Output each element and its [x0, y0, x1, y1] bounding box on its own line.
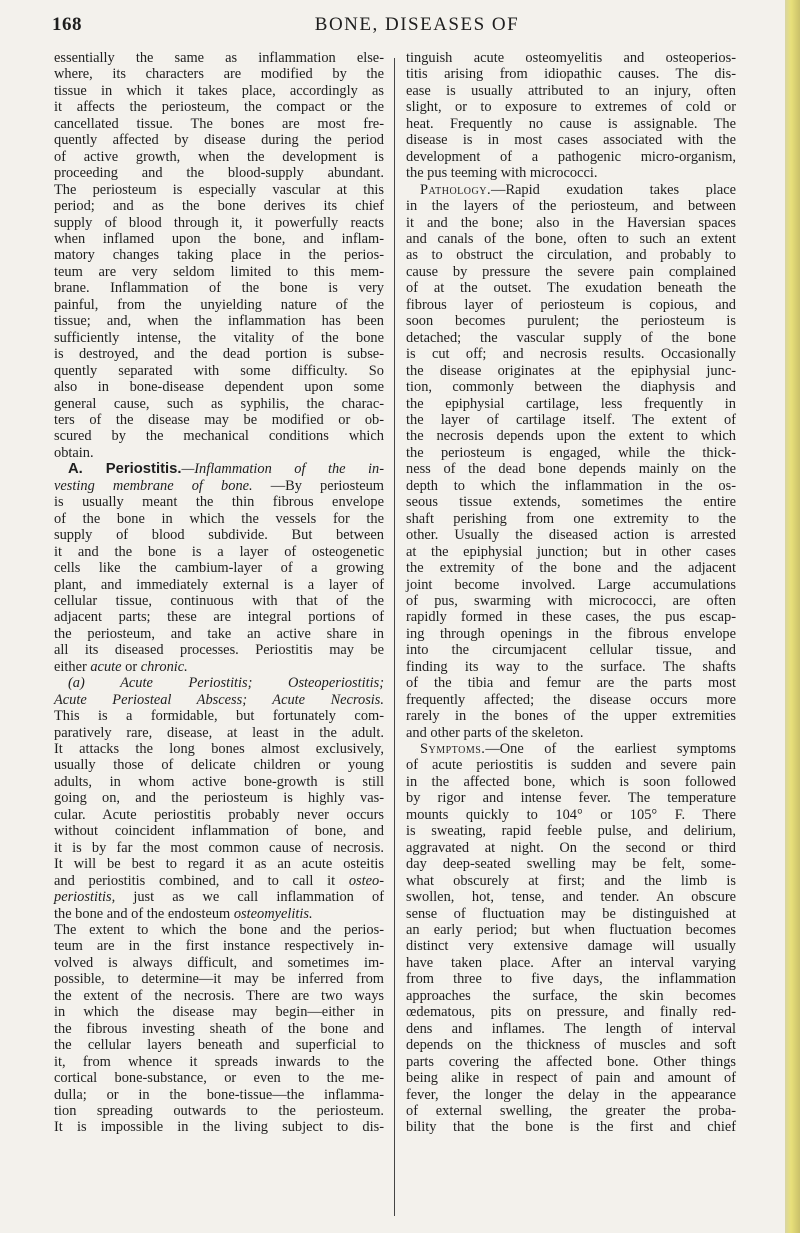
extent-line: possible, to determine—it may be inferred from	[54, 971, 384, 988]
page-number: 168	[52, 14, 82, 35]
extent-line: in which the disease may begin—either in	[54, 1004, 384, 1021]
symptoms-paragraph	[406, 741, 736, 1136]
periostitis-line: of the bone in which the vessels for the	[54, 510, 384, 527]
pathology-paragraph	[406, 182, 736, 741]
text-either: either	[54, 658, 91, 675]
right-column	[406, 50, 736, 1136]
acute-line: without coincident inflammation of bone, and	[54, 823, 384, 840]
pathology-line: the periosteum is engaged, while the thick-	[406, 444, 736, 461]
pathology-line: shaft perishing from one extremity to the	[406, 510, 736, 527]
pathology-line: it and the bone; also in the Haversian spaces	[406, 214, 736, 231]
periostitis-line: all its diseased processes. Periostitis may be	[54, 642, 384, 659]
intro-paragraph	[54, 50, 384, 461]
intro-line: when inflamed upon the bone, and inflam-	[54, 230, 384, 247]
pathology-line: rarely in the bones of the upper extremities	[406, 708, 736, 725]
intro-line: The periosteum is especially vascular at this	[54, 181, 384, 198]
page-header	[52, 14, 782, 40]
pathology-line: the layer of cartilage itself. The extent of	[406, 411, 736, 428]
intro-line: period; and as the bone derives its chief	[54, 198, 384, 215]
acute-line: and periostitis combined, and to call it osteo-	[54, 872, 384, 889]
symptoms-line: swollen, hot, tense, and tender. An obscure	[406, 889, 736, 906]
pathology-line: finding its way to the surface. The shafts	[406, 658, 736, 675]
acute-line: it is by far the most common cause of necrosis.	[54, 839, 384, 856]
periostitis-line: cellular tissue, continuous with that of the	[54, 592, 384, 609]
extent-line: the extent of the necrosis. There are two ways	[54, 987, 384, 1004]
column-divider	[394, 58, 395, 1216]
periostitis-paragraph	[54, 461, 384, 675]
symptoms-line: of acute periostitis is sudden and severe pain	[406, 757, 736, 774]
extent-line: the cellular layers beneath and superficial to	[54, 1037, 384, 1054]
continuation-line: tinguish acute osteomyelitis and osteoperios-	[406, 50, 736, 66]
periostitis-subtitle-cont: vesting membrane of bone.	[54, 477, 253, 494]
pathology-line: into the circumjacent cellular tissue, and	[406, 642, 736, 659]
continuation-line: development of a pathogenic micro-organism,	[406, 148, 736, 165]
symptoms-line: have taken place. After an interval varying	[406, 954, 736, 971]
pathology-line: rapidly formed in these cases, the pus escap-	[406, 609, 736, 626]
pathology-line: other. Usually the diseased action is arrested	[406, 527, 736, 544]
extent-line: tion spreading outwards to the periosteum.	[54, 1103, 384, 1119]
pathology-line: detached; the vascular supply of the bone	[406, 329, 736, 346]
symptoms-line: approaches the surface, the skin becomes	[406, 987, 736, 1004]
symptoms-line: mounts quickly to 104° or 105° F. There	[406, 806, 736, 823]
acute-line: It attacks the long bones almost exclusively,	[54, 741, 384, 758]
intro-line: essentially the same as inflammation else-	[54, 50, 384, 66]
intro-line: scured by the mechanical conditions which	[54, 428, 384, 445]
symptoms-line: fever, the longer the delay in the appearance	[406, 1086, 736, 1103]
periostitis-subtitle: —Inflammation of the in-	[181, 461, 384, 478]
text-osteo: osteo-	[348, 872, 384, 889]
pathology-line: the necrosis depends upon the extent to which	[406, 428, 736, 445]
pathology-line: ing through openings in the fibrous envelope	[406, 625, 736, 642]
pathology-line: of the tibia and femur are the parts most	[406, 675, 736, 692]
acute-heading-line1: (a) Acute Periostitis; Osteoperiostitis;	[68, 675, 384, 692]
continuation-line: disease is in most cases associated with the	[406, 132, 736, 149]
osteo-line-rest: just as we call inflammation of	[115, 889, 384, 906]
pathology-first-rest: —Rapid exudation takes place	[491, 181, 736, 198]
periostitis-line: adjacent parts; these are integral portions of	[54, 609, 384, 626]
acute-heading-line2: Acute Periosteal Abscess; Acute Necrosis.	[54, 691, 384, 708]
intro-line: supply of blood through it, it powerfully reacts	[54, 214, 384, 231]
text-acute: acute	[90, 658, 122, 675]
symptoms-label: Symptoms.	[420, 741, 486, 758]
pathology-line: ness of the dead bone depends mainly on the	[406, 461, 736, 478]
intro-line: sufficiently intense, the vitality of the bone	[54, 329, 384, 346]
pathology-line: is cut off; and necrosis results. Occasionally	[406, 346, 736, 363]
intro-line: cancellated tissue. The bones are most fre-	[54, 115, 384, 132]
intro-line: tissue in which it takes place, accordingly as	[54, 82, 384, 99]
acute-line: This is a formidable, but fortunately com-	[54, 708, 384, 725]
periostitis-heading: A. Periostitis.	[68, 461, 182, 478]
intro-line: tissue; and, when the inflammation has been	[54, 313, 384, 330]
extent-line: the fibrous investing sheath of the bone and	[54, 1020, 384, 1037]
pathology-line: the extremity of the bone and the adjacent	[406, 560, 736, 577]
pathology-line: seous tissue extends, sometimes the entire	[406, 494, 736, 511]
acute-line: It will be best to regard it as an acute osteitis	[54, 856, 384, 873]
continuation-line: titis arising from idiopathic causes. The dis-	[406, 66, 736, 83]
continuation-line: the pus teeming with micrococci.	[406, 165, 598, 182]
symptoms-line: by rigor and intense fever. The temperature	[406, 790, 736, 807]
intro-line: also in bone-disease dependent upon some	[54, 379, 384, 396]
intro-line: is destroyed, and the dead portion is subse-	[54, 346, 384, 363]
periostitis-line: supply of blood subdivide. But between	[54, 527, 384, 544]
symptoms-line: what obscurely at first; and the limb is	[406, 872, 736, 889]
pathology-line: the disease originates at the epiphysial junc-	[406, 362, 736, 379]
intro-line: matory changes taking place in the perios-	[54, 247, 384, 264]
symptoms-line: sense of fluctuation may be distinguished at	[406, 905, 736, 922]
symptoms-line: dens and inflames. The length of interval	[406, 1020, 736, 1037]
text-chronic: chronic.	[140, 658, 188, 675]
acute-line: going on, and the periosteum is highly vas-	[54, 790, 384, 807]
acute-line: usually those of delicate children or young	[54, 757, 384, 774]
intro-line: of active growth, when the development is	[54, 148, 384, 165]
running-title: BONE, DISEASES OF	[314, 14, 520, 35]
pathology-line: and canals of the bone, often to such an extent	[406, 230, 736, 247]
pathology-line: the epiphysial cartilage, less frequently in	[406, 395, 736, 412]
pathology-line: soon becomes purulent; the periosteum is	[406, 313, 736, 330]
symptoms-line: day deep-seated swelling may be felt, some-	[406, 856, 736, 873]
pathology-line: in the layers of the periosteum, and between	[406, 198, 736, 215]
pathology-line: fibrous layer of periosteum is copious, and	[406, 296, 736, 313]
acute-line: paratively rare, disease, at least in the adult.	[54, 724, 384, 741]
symptoms-line: distinct very extensive damage will usually	[406, 938, 736, 955]
pathology-line: and other parts of the skeleton.	[406, 724, 584, 741]
symptoms-line: bility that the bone is the first and chief	[406, 1119, 736, 1136]
extent-line: volved is always difficult, and sometimes im-	[54, 954, 384, 971]
symptoms-line: an early period; but when fluctuation becomes	[406, 922, 736, 939]
pathology-line: frequently affected; the disease occurs more	[406, 691, 736, 708]
extent-line: teum are in the first instance respectively in-	[54, 938, 384, 955]
extent-line: it, from whence it spreads inwards to the	[54, 1053, 384, 1070]
intro-line: painful, from the unyielding nature of the	[54, 296, 384, 313]
extent-line: cortical bone-substance, or even to the me-	[54, 1070, 384, 1087]
continuation-paragraph	[406, 50, 736, 182]
periostitis-line: it and the bone is a layer of osteogenetic	[54, 543, 384, 560]
intro-line: teum are very seldom limited to this mem-	[54, 263, 384, 280]
periostitis-line: cells like the cambium-layer of a growing	[54, 560, 384, 577]
symptoms-line: parts covering the affected bone. Other things	[406, 1053, 736, 1070]
text-osteo-periostitis: periostitis,	[54, 889, 116, 906]
continuation-line: ease is usually attributed to an injury, often	[406, 82, 736, 99]
intro-line: it affects the periosteum, the compact or the	[54, 99, 384, 116]
symptoms-line: depends on the thickness of muscles and soft	[406, 1037, 736, 1054]
acute-line: adults, in whom active bone-growth is still	[54, 773, 384, 790]
pathology-line: cause by pressure the severe pain complained	[406, 263, 736, 280]
extent-line: dulla; or in the bone-tissue—the inflamma-	[54, 1086, 384, 1103]
symptoms-line: œdematous, pits on pressure, and finally red-	[406, 1004, 736, 1021]
periostitis-line: the periosteum, and take an active share in	[54, 625, 384, 642]
intro-line: general cause, such as syphilis, the charac-	[54, 395, 384, 412]
periostitis-line2-rest: —By periosteum	[252, 477, 384, 494]
periostitis-line: is usually meant the thin fibrous envelope	[54, 494, 384, 511]
left-column	[54, 50, 384, 1136]
pathology-line: at the epiphysial junction; but in other cases	[406, 543, 736, 560]
page-edge	[785, 0, 800, 1233]
extent-line: The extent to which the bone and the perios-	[54, 922, 384, 939]
symptoms-line: being alike in respect of pain and amount of	[406, 1070, 736, 1087]
extent-line: It is impossible in the living subject to dis-	[54, 1119, 384, 1136]
periostitis-line: plant, and immediately external is a layer of	[54, 576, 384, 593]
intro-line: proceeding and the blood-supply abundant.	[54, 165, 384, 182]
continuation-line: heat. Frequently no cause is assignable. The	[406, 115, 736, 132]
text-osteomyelitis: osteomyelitis.	[233, 905, 313, 922]
symptoms-line: of external swelling, the greater the proba-	[406, 1103, 736, 1119]
pathology-line: tion, commonly between the diaphysis and	[406, 379, 736, 396]
text-or: or	[121, 658, 141, 675]
intro-line: quently separated with some difficulty. So	[54, 362, 384, 379]
osteo-line-3: the bone and of the endosteum	[54, 905, 231, 922]
pathology-line: of pus, swarming with micrococci, are often	[406, 592, 736, 609]
symptoms-line: in the affected bone, which is soon followed	[406, 773, 736, 790]
symptoms-first-rest: —One of the earliest symptoms	[485, 741, 736, 758]
symptoms-line: aggravated at night. On the second or third	[406, 839, 736, 856]
pathology-line: depth to which the inflammation in the os-	[406, 477, 736, 494]
pathology-line: as to obstruct the circulation, and probably to	[406, 247, 736, 264]
acute-line: cular. Acute periostitis probably never occurs	[54, 806, 384, 823]
symptoms-line: from three to five days, the inflammation	[406, 971, 736, 988]
intro-line: brane. Inflammation of the bone is very	[54, 280, 384, 297]
pathology-label: Pathology.	[420, 181, 492, 198]
acute-periostitis-paragraph	[54, 675, 384, 1136]
intro-line: where, its characters are modified by the	[54, 66, 384, 83]
symptoms-line: is sweating, rapid feeble pulse, and delirium,	[406, 823, 736, 840]
intro-line: obtain.	[54, 444, 94, 461]
pathology-line: joint become involved. Large accumulations	[406, 576, 736, 593]
pathology-line: of at the outset. The exudation beneath the	[406, 280, 736, 297]
continuation-line: slight, or to exposure to extremes of cold or	[406, 99, 736, 116]
intro-line: quently affected by disease during the period	[54, 132, 384, 149]
intro-line: ters of the disease may be modified or ob-	[54, 411, 384, 428]
